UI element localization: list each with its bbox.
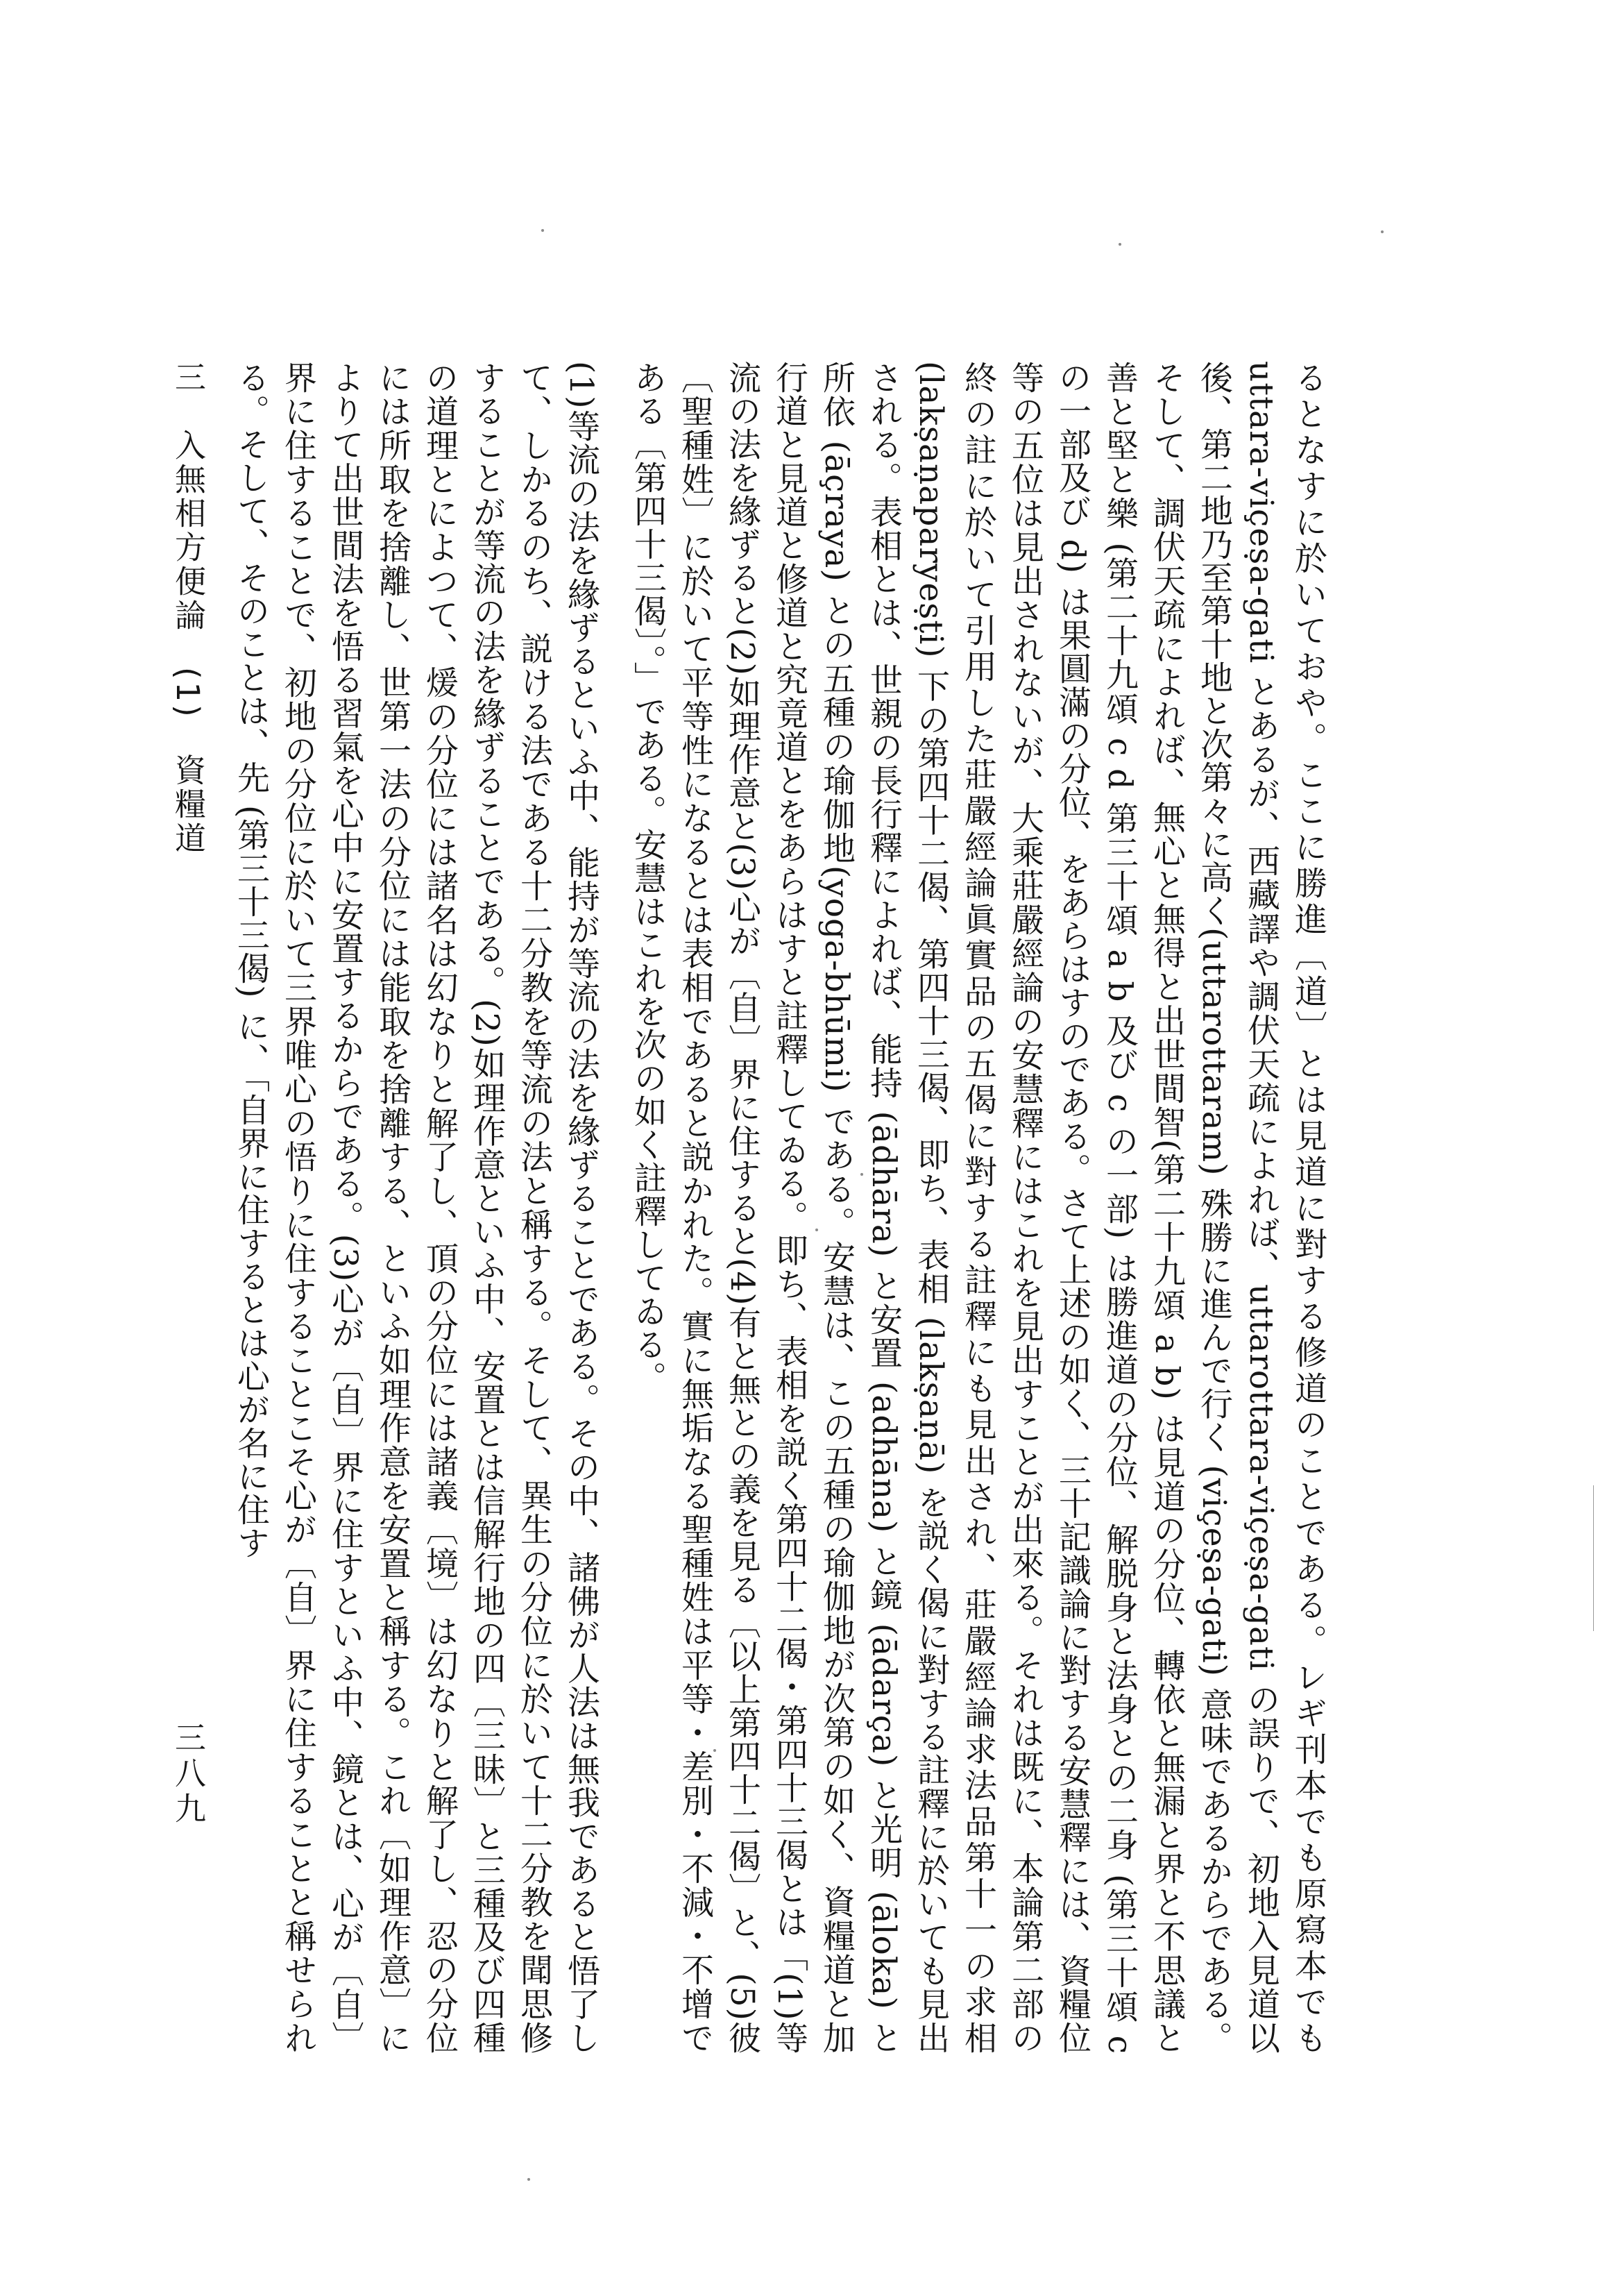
scan-edge-mark [1593, 1485, 1594, 1631]
body-paragraph: るとなすに於いておや。ここに勝進〔道〕とは見道に對する修道のことである。レギ刊本でも原寫本でも uttara-viçeṣa-gati とあるが、西藏譯や調伏天疏によれば、uttarottara-viçeṣa-gati の誤りで、初地入見道以後、第二地乃至第十地と次第々に高く(uttarottaram) 殊勝に進んで行く (viçeṣa-gati) 意味であるからである。そして、調伏天疏によれば、無心と無得と出世間智(第二十九頌 a b) は見道の分位、轉依と無漏と界と不思議と善と堅と樂 (第二十九頌 c d 第三十頌 a b 及び c の一部) は勝進道の分位、解脱身と法身との二身 (第三十頌 c の一部及び d) は果圓滿の分位、をあらはすのである。さて上述の如く、三十記識論に對する安慧釋には、資糧位等の五位は見出されないが、大乘莊嚴經論の安慧釋にはこれを見出すことが出來る。それは既に、本論第二部の終の註に於いて引用した莊嚴經論眞實品の五偈に對する註釋にも見出され、莊嚴經論求法品第十一の求相(lakṣaṇaparyeṣṭi) 下の第四十二偈、第四十三偈、即ち、表相 (lakṣaṇā) を説く偈に對する註釋に於いても見出される。表相とは、世親の長行釋によれば、能持 (ādhāra) と安置 (adhāna) と鏡 (ādarça) と光明 (āloka) と所依 (āçraya) との五種の瑜伽地(yoga-bhūmi) である。安慧は、この五種の瑜伽地が次第の如く、資糧道と加行道と見道と修道と究竟道とをあらはすと註釋してゐる。即ち、表相を説く第四十二偈・第四十三偈とは「(1)等流の法を緣ずると(2)如理作意と(3)心が〔自〕界に住すると(4)有と無との義を見る〔以上第四十二偈〕と、(5)彼〔聖種姓〕に於いて平等性になるとは表相であると説かれた。實に無垢なる聖種姓は平等・差別・不減・不增である〔第四十三偈〕。」である。安慧はこれを次の如く註釋してゐる。 [629, 361, 1327, 2054]
scan-speck [1381, 230, 1384, 233]
scan-speck [1119, 243, 1121, 246]
running-head: 三 入無相方便論 (1) 資糧道 [169, 361, 206, 856]
scan-speck [541, 229, 544, 232]
scan-speck [527, 2178, 530, 2181]
body-paragraph: (1)等流の法を緣ずるといふ中、能持が等流の法を緣ずることである。その中、諸佛が人法は無我であると悟了して、しかるのち、説ける法である十二分教を等流の法と稱する。そして、異生の分位に於いて十二分教を聞思修することが等流の法を緣ずることである。(2)如理作意といふ中、安置とは信解行地の四〔三昧〕と三種及び四種の道理とによつて、煖の分位には諸名は幻なりと解了し、頂の分位には諸義〔境〕は幻なりと解了し、忍の分位には所取を捨離し、世第一法の分位には能取を捨離する、といふ如理作意を安置と稱する。これ〔如理作意〕によりて出世間法を悟る習氣を心中に安置するからである。(3)心が〔自〕界に住すといふ中、鏡とは、心が〔自〕界に住することで、初地の分位に於いて三界唯心の悟りに住することこそ心が〔自〕界に住することと稱せられる。そして、そのことは、先 (第三十三偈) に、「自界に住するとは心が名に住す [232, 361, 600, 2054]
page-number: 三八九 [169, 1721, 206, 1827]
main-text-block [232, 361, 1332, 2054]
